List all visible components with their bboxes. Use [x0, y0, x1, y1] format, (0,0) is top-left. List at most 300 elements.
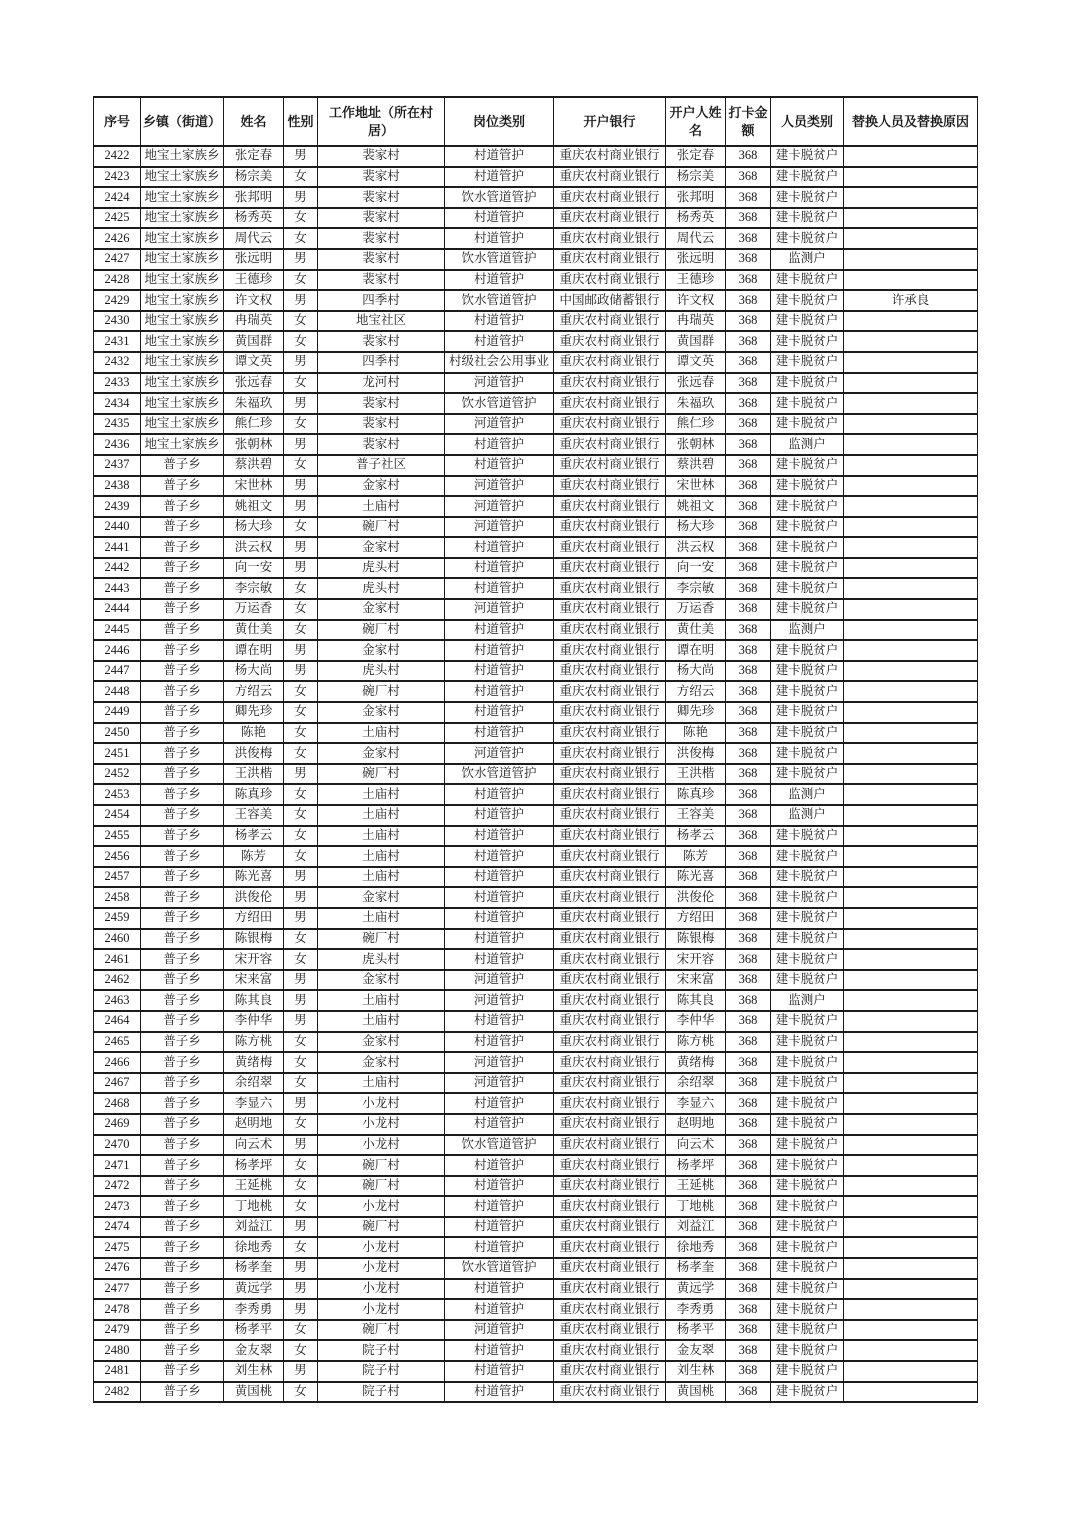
cell-amount: 368 [726, 1361, 771, 1382]
cell-bank: 重庆农村商业银行 [554, 990, 666, 1011]
cell-seq: 2475 [94, 1237, 141, 1258]
cell-name: 杨孝奎 [224, 1258, 284, 1279]
cell-replacement [844, 1176, 978, 1197]
cell-amount: 368 [726, 949, 771, 970]
cell-post: 村道管护 [445, 887, 554, 908]
table-row [94, 352, 978, 373]
cell-seq: 2478 [94, 1299, 141, 1320]
cell-village: 院子村 [318, 1382, 445, 1403]
cell-township: 普子乡 [141, 908, 224, 929]
cell-account-name: 宋开容 [666, 949, 726, 970]
cell-account-name: 杨孝平 [666, 1320, 726, 1341]
cell-township: 普子乡 [141, 1361, 224, 1382]
cell-seq: 2434 [94, 393, 141, 414]
cell-seq: 2440 [94, 517, 141, 538]
cell-township: 普子乡 [141, 867, 224, 888]
cell-gender: 男 [284, 1361, 318, 1382]
cell-post: 河道管护 [445, 1320, 554, 1341]
cell-category: 建卡脱贫户 [771, 146, 844, 167]
cell-replacement [844, 908, 978, 929]
cell-gender: 女 [284, 311, 318, 332]
cell-account-name: 卿先珍 [666, 702, 726, 723]
cell-name: 方绍田 [224, 908, 284, 929]
cell-gender: 男 [284, 1217, 318, 1238]
cell-account-name: 万运香 [666, 599, 726, 620]
cell-category: 建卡脱贫户 [771, 311, 844, 332]
cell-category: 建卡脱贫户 [771, 1176, 844, 1197]
cell-seq: 2452 [94, 764, 141, 785]
cell-name: 黄国群 [224, 331, 284, 352]
cell-name: 许文权 [224, 290, 284, 311]
cell-replacement [844, 496, 978, 517]
cell-name: 宋来富 [224, 970, 284, 991]
cell-category: 建卡脱贫户 [771, 1217, 844, 1238]
cell-post: 村道管护 [445, 826, 554, 847]
table-row [94, 949, 978, 970]
cell-account-name: 黄远学 [666, 1279, 726, 1300]
cell-category: 建卡脱贫户 [771, 723, 844, 744]
cell-replacement [844, 1279, 978, 1300]
cell-gender: 女 [284, 578, 318, 599]
cell-replacement [844, 1073, 978, 1094]
cell-seq: 2423 [94, 167, 141, 188]
cell-post: 村道管护 [445, 1114, 554, 1135]
cell-account-name: 陈芳 [666, 846, 726, 867]
cell-seq: 2463 [94, 990, 141, 1011]
cell-name: 宋开容 [224, 949, 284, 970]
cell-gender: 男 [284, 558, 318, 579]
cell-bank: 重庆农村商业银行 [554, 167, 666, 188]
cell-replacement [844, 949, 978, 970]
cell-bank: 重庆农村商业银行 [554, 331, 666, 352]
cell-gender: 女 [284, 270, 318, 291]
cell-seq: 2476 [94, 1258, 141, 1279]
cell-name: 陈光喜 [224, 867, 284, 888]
cell-village: 裴家村 [318, 146, 445, 167]
cell-name: 洪俊伦 [224, 887, 284, 908]
cell-post: 河道管护 [445, 743, 554, 764]
cell-seq: 2470 [94, 1135, 141, 1156]
cell-replacement [844, 990, 978, 1011]
cell-name: 洪俊梅 [224, 743, 284, 764]
cell-seq: 2424 [94, 187, 141, 208]
cell-account-name: 王容美 [666, 805, 726, 826]
cell-seq: 2430 [94, 311, 141, 332]
cell-post: 村道管护 [445, 1237, 554, 1258]
cell-village: 虎头村 [318, 949, 445, 970]
cell-amount: 368 [726, 208, 771, 229]
cell-amount: 368 [726, 249, 771, 270]
cell-gender: 男 [284, 249, 318, 270]
cell-category: 建卡脱贫户 [771, 578, 844, 599]
cell-amount: 368 [726, 661, 771, 682]
cell-bank: 重庆农村商业银行 [554, 1135, 666, 1156]
cell-amount: 368 [726, 1217, 771, 1238]
cell-replacement [844, 599, 978, 620]
cell-seq: 2455 [94, 826, 141, 847]
cell-post: 村道管护 [445, 146, 554, 167]
cell-post: 村级社会公用事业 [445, 352, 554, 373]
cell-village: 土庙村 [318, 805, 445, 826]
cell-seq: 2441 [94, 537, 141, 558]
cell-replacement [844, 784, 978, 805]
cell-category: 建卡脱贫户 [771, 496, 844, 517]
cell-gender: 男 [284, 640, 318, 661]
cell-post: 村道管护 [445, 537, 554, 558]
cell-village: 四季村 [318, 352, 445, 373]
table-row [94, 805, 978, 826]
cell-replacement [844, 455, 978, 476]
cell-account-name: 向一安 [666, 558, 726, 579]
cell-account-name: 谭文英 [666, 352, 726, 373]
cell-replacement [844, 1258, 978, 1279]
cell-township: 地宝土家族乡 [141, 146, 224, 167]
cell-name: 周代云 [224, 228, 284, 249]
table-row [94, 1011, 978, 1032]
cell-name: 冉瑞英 [224, 311, 284, 332]
cell-name: 黄国桃 [224, 1382, 284, 1403]
cell-category: 建卡脱贫户 [771, 1361, 844, 1382]
cell-gender: 男 [284, 990, 318, 1011]
cell-category: 建卡脱贫户 [771, 1073, 844, 1094]
cell-township: 地宝土家族乡 [141, 167, 224, 188]
table-row [94, 1320, 978, 1341]
table-row [94, 640, 978, 661]
cell-village: 裴家村 [318, 434, 445, 455]
cell-category: 建卡脱贫户 [771, 640, 844, 661]
table-row [94, 908, 978, 929]
table-row [94, 290, 978, 311]
cell-bank: 重庆农村商业银行 [554, 393, 666, 414]
cell-township: 地宝土家族乡 [141, 373, 224, 394]
cell-post: 河道管护 [445, 990, 554, 1011]
cell-bank: 重庆农村商业银行 [554, 846, 666, 867]
cell-post: 村道管护 [445, 1382, 554, 1403]
cell-replacement [844, 393, 978, 414]
table-row [94, 620, 978, 641]
cell-township: 普子乡 [141, 1155, 224, 1176]
cell-name: 杨宗美 [224, 167, 284, 188]
cell-replacement [844, 1340, 978, 1361]
cell-township: 普子乡 [141, 517, 224, 538]
cell-category: 建卡脱贫户 [771, 1052, 844, 1073]
cell-post: 村道管护 [445, 1032, 554, 1053]
cell-bank: 重庆农村商业银行 [554, 1279, 666, 1300]
cell-category: 建卡脱贫户 [771, 599, 844, 620]
cell-post: 饮水管道管护 [445, 1258, 554, 1279]
cell-account-name: 李秀勇 [666, 1299, 726, 1320]
cell-category: 建卡脱贫户 [771, 393, 844, 414]
cell-replacement [844, 970, 978, 991]
cell-post: 河道管护 [445, 599, 554, 620]
cell-gender: 女 [284, 846, 318, 867]
table-row [94, 331, 978, 352]
cell-seq: 2469 [94, 1114, 141, 1135]
cell-post: 饮水管道管护 [445, 249, 554, 270]
cell-village: 土庙村 [318, 826, 445, 847]
personnel-roster-table [93, 96, 978, 1403]
header-row [94, 97, 978, 146]
cell-township: 普子乡 [141, 1196, 224, 1217]
cell-post: 村道管护 [445, 908, 554, 929]
cell-post: 村道管护 [445, 1299, 554, 1320]
cell-replacement [844, 743, 978, 764]
cell-village: 裴家村 [318, 270, 445, 291]
cell-account-name: 张朝林 [666, 434, 726, 455]
cell-bank: 重庆农村商业银行 [554, 496, 666, 517]
cell-amount: 368 [726, 537, 771, 558]
cell-category: 建卡脱贫户 [771, 1155, 844, 1176]
cell-amount: 368 [726, 805, 771, 826]
cell-replacement [844, 1382, 978, 1403]
cell-gender: 女 [284, 455, 318, 476]
cell-village: 裴家村 [318, 249, 445, 270]
cell-village: 碗厂村 [318, 929, 445, 950]
cell-account-name: 王德珍 [666, 270, 726, 291]
cell-amount: 368 [726, 146, 771, 167]
cell-gender: 女 [284, 1340, 318, 1361]
cell-gender: 男 [284, 352, 318, 373]
cell-replacement [844, 681, 978, 702]
cell-seq: 2449 [94, 702, 141, 723]
cell-seq: 2468 [94, 1093, 141, 1114]
cell-bank: 重庆农村商业银行 [554, 558, 666, 579]
table-row [94, 1237, 978, 1258]
cell-seq: 2467 [94, 1073, 141, 1094]
cell-township: 普子乡 [141, 929, 224, 950]
cell-category: 建卡脱贫户 [771, 949, 844, 970]
cell-gender: 女 [284, 784, 318, 805]
cell-village: 金家村 [318, 599, 445, 620]
table-row [94, 702, 978, 723]
cell-category: 建卡脱贫户 [771, 1196, 844, 1217]
cell-replacement [844, 208, 978, 229]
table-row [94, 1361, 978, 1382]
cell-bank: 重庆农村商业银行 [554, 887, 666, 908]
cell-village: 裴家村 [318, 393, 445, 414]
cell-seq: 2454 [94, 805, 141, 826]
cell-village: 小龙村 [318, 1258, 445, 1279]
cell-amount: 368 [726, 846, 771, 867]
cell-replacement [844, 537, 978, 558]
cell-village: 土庙村 [318, 846, 445, 867]
cell-post: 村道管护 [445, 434, 554, 455]
table-row [94, 970, 978, 991]
cell-township: 普子乡 [141, 599, 224, 620]
cell-post: 村道管护 [445, 723, 554, 744]
cell-name: 李秀勇 [224, 1299, 284, 1320]
cell-village: 裴家村 [318, 414, 445, 435]
cell-gender: 男 [284, 1258, 318, 1279]
cell-gender: 男 [284, 1011, 318, 1032]
cell-post: 饮水管道管护 [445, 290, 554, 311]
table-row [94, 476, 978, 497]
cell-bank: 重庆农村商业银行 [554, 228, 666, 249]
cell-seq: 2450 [94, 723, 141, 744]
cell-bank: 中国邮政储蓄银行 [554, 290, 666, 311]
cell-account-name: 李宗敏 [666, 578, 726, 599]
cell-seq: 2433 [94, 373, 141, 394]
cell-gender: 女 [284, 743, 318, 764]
cell-bank: 重庆农村商业银行 [554, 1073, 666, 1094]
cell-amount: 368 [726, 496, 771, 517]
cell-gender: 女 [284, 331, 318, 352]
cell-post: 村道管护 [445, 455, 554, 476]
cell-category: 建卡脱贫户 [771, 558, 844, 579]
cell-seq: 2460 [94, 929, 141, 950]
cell-category: 建卡脱贫户 [771, 1299, 844, 1320]
cell-category: 监测户 [771, 784, 844, 805]
table-row [94, 311, 978, 332]
cell-account-name: 宋来富 [666, 970, 726, 991]
cell-amount: 368 [726, 352, 771, 373]
cell-amount: 368 [726, 1299, 771, 1320]
cell-post: 村道管护 [445, 620, 554, 641]
cell-village: 普子社区 [318, 455, 445, 476]
cell-replacement [844, 373, 978, 394]
cell-replacement [844, 1011, 978, 1032]
cell-gender: 男 [284, 908, 318, 929]
table-row [94, 167, 978, 188]
table-row [94, 1176, 978, 1197]
table-row [94, 1073, 978, 1094]
cell-amount: 368 [726, 517, 771, 538]
cell-replacement [844, 620, 978, 641]
cell-amount: 368 [726, 929, 771, 950]
cell-amount: 368 [726, 228, 771, 249]
cell-category: 建卡脱贫户 [771, 455, 844, 476]
cell-category: 建卡脱贫户 [771, 764, 844, 785]
cell-replacement [844, 1114, 978, 1135]
cell-account-name: 陈艳 [666, 723, 726, 744]
cell-township: 普子乡 [141, 1011, 224, 1032]
cell-township: 普子乡 [141, 1299, 224, 1320]
cell-replacement [844, 1032, 978, 1053]
table-row [94, 661, 978, 682]
cell-account-name: 金友翠 [666, 1340, 726, 1361]
cell-bank: 重庆农村商业银行 [554, 599, 666, 620]
cell-post: 河道管护 [445, 414, 554, 435]
cell-bank: 重庆农村商业银行 [554, 1382, 666, 1403]
cell-category: 建卡脱贫户 [771, 1135, 844, 1156]
cell-category: 建卡脱贫户 [771, 1279, 844, 1300]
cell-village: 小龙村 [318, 1135, 445, 1156]
cell-post: 村道管护 [445, 929, 554, 950]
cell-seq: 2445 [94, 620, 141, 641]
cell-township: 普子乡 [141, 620, 224, 641]
table-row [94, 373, 978, 394]
cell-post: 河道管护 [445, 517, 554, 538]
cell-seq: 2446 [94, 640, 141, 661]
cell-post: 河道管护 [445, 1073, 554, 1094]
cell-village: 裴家村 [318, 331, 445, 352]
table-row [94, 270, 978, 291]
cell-bank: 重庆农村商业银行 [554, 517, 666, 538]
cell-township: 地宝土家族乡 [141, 311, 224, 332]
cell-amount: 368 [726, 393, 771, 414]
cell-bank: 重庆农村商业银行 [554, 681, 666, 702]
cell-category: 建卡脱贫户 [771, 743, 844, 764]
cell-name: 陈银梅 [224, 929, 284, 950]
cell-village: 小龙村 [318, 1093, 445, 1114]
cell-category: 建卡脱贫户 [771, 1237, 844, 1258]
cell-seq: 2444 [94, 599, 141, 620]
cell-post: 河道管护 [445, 1052, 554, 1073]
cell-village: 碗厂村 [318, 620, 445, 641]
cell-category: 建卡脱贫户 [771, 1114, 844, 1135]
cell-bank: 重庆农村商业银行 [554, 929, 666, 950]
table-row [94, 1217, 978, 1238]
cell-amount: 368 [726, 1032, 771, 1053]
cell-village: 土庙村 [318, 1073, 445, 1094]
cell-amount: 368 [726, 290, 771, 311]
cell-bank: 重庆农村商业银行 [554, 1155, 666, 1176]
cell-amount: 368 [726, 681, 771, 702]
cell-gender: 男 [284, 537, 318, 558]
cell-seq: 2429 [94, 290, 141, 311]
cell-village: 碗厂村 [318, 1217, 445, 1238]
cell-category: 建卡脱贫户 [771, 970, 844, 991]
cell-post: 村道管护 [445, 270, 554, 291]
table-row [94, 1032, 978, 1053]
cell-category: 监测户 [771, 990, 844, 1011]
cell-name: 蔡洪碧 [224, 455, 284, 476]
cell-township: 普子乡 [141, 743, 224, 764]
cell-account-name: 杨宗美 [666, 167, 726, 188]
cell-replacement [844, 434, 978, 455]
cell-name: 丁地桃 [224, 1196, 284, 1217]
cell-village: 四季村 [318, 290, 445, 311]
cell-gender: 女 [284, 949, 318, 970]
cell-village: 小龙村 [318, 1114, 445, 1135]
table-body [94, 146, 978, 1402]
table-row [94, 228, 978, 249]
cell-name: 陈其良 [224, 990, 284, 1011]
cell-gender: 女 [284, 1196, 318, 1217]
cell-name: 徐地秀 [224, 1237, 284, 1258]
cell-township: 普子乡 [141, 661, 224, 682]
cell-gender: 男 [284, 970, 318, 991]
cell-gender: 女 [284, 681, 318, 702]
cell-seq: 2431 [94, 331, 141, 352]
cell-seq: 2425 [94, 208, 141, 229]
cell-bank: 重庆农村商业银行 [554, 1032, 666, 1053]
cell-account-name: 许文权 [666, 290, 726, 311]
cell-category: 建卡脱贫户 [771, 228, 844, 249]
cell-account-name: 向云术 [666, 1135, 726, 1156]
cell-account-name: 陈银梅 [666, 929, 726, 950]
table-row [94, 1299, 978, 1320]
cell-village: 裴家村 [318, 187, 445, 208]
cell-amount: 368 [726, 1340, 771, 1361]
table-row [94, 681, 978, 702]
cell-amount: 368 [726, 723, 771, 744]
cell-name: 宋世林 [224, 476, 284, 497]
cell-amount: 368 [726, 476, 771, 497]
cell-name: 向云术 [224, 1135, 284, 1156]
table-row [94, 187, 978, 208]
table-row [94, 208, 978, 229]
cell-replacement [844, 764, 978, 785]
cell-category: 建卡脱贫户 [771, 887, 844, 908]
cell-account-name: 洪俊伦 [666, 887, 726, 908]
cell-post: 河道管护 [445, 373, 554, 394]
cell-amount: 368 [726, 434, 771, 455]
cell-amount: 368 [726, 867, 771, 888]
cell-category: 建卡脱贫户 [771, 681, 844, 702]
cell-post: 村道管护 [445, 311, 554, 332]
header-amount: 打卡金额 [726, 97, 771, 146]
